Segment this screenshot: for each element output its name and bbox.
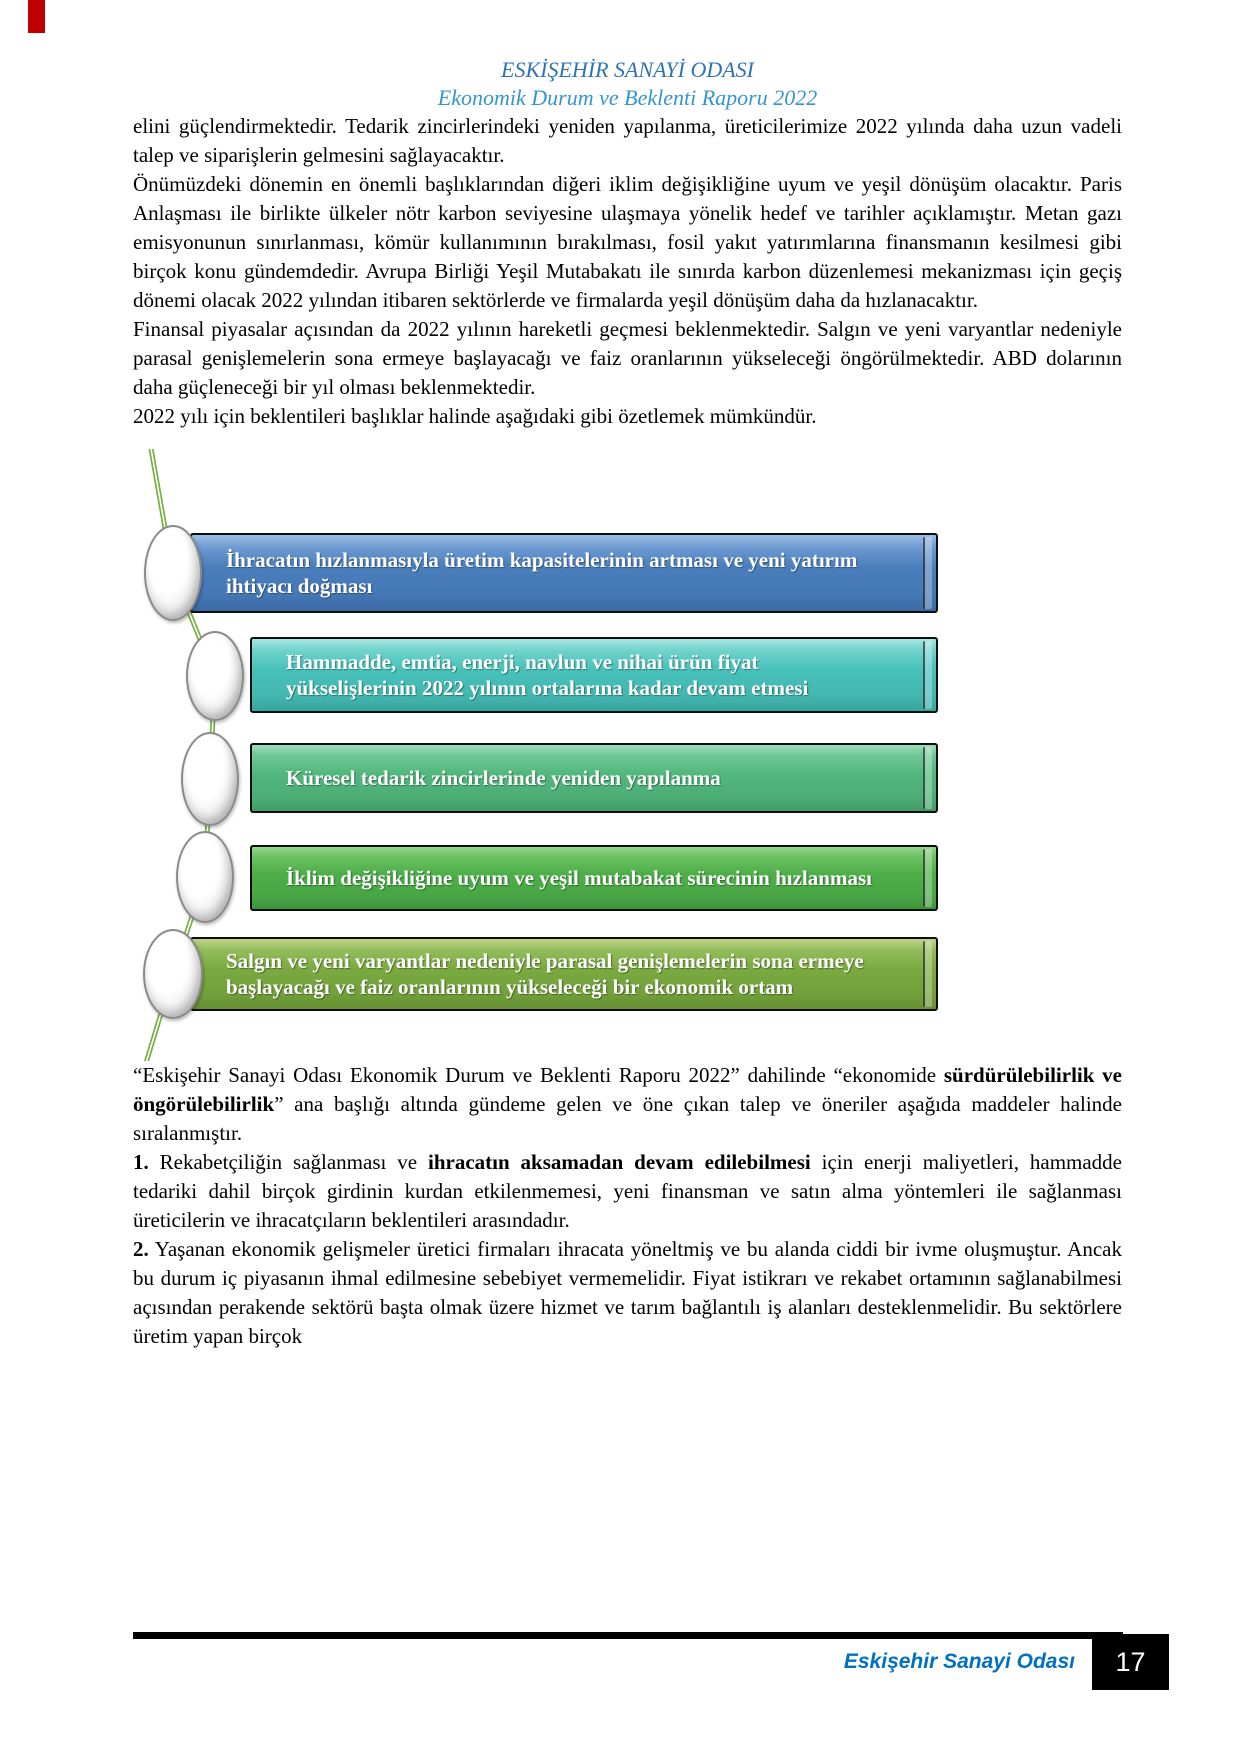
diagram-bar-climate xyxy=(250,845,938,911)
page-number-box xyxy=(1092,1634,1169,1690)
expectations-diagram xyxy=(0,449,1240,1061)
report-org-title: ESKİŞEHİR SANAYİ ODASI xyxy=(501,57,754,82)
diagram-node-circle xyxy=(181,732,239,826)
bar-end-cap xyxy=(923,641,932,709)
paragraph-4-intro: 2022 yılı için beklentileri başlıklar halinde aşağıdaki gibi özetlemek mümkündür. xyxy=(133,404,817,428)
bar-end-cap xyxy=(923,537,932,609)
paragraph-item-1: 1. Rekabetçiliğin sağlanması ve ihracatın aksamadan devam edilebilmesi için enerji maliyetleri, hammadde tedariki dahil birçok girdinin kurdan etkilenmemesi, yeni finansman ve satın alma yöntemleri ile sağlanması üreticilerin ve ihracatçıların beklentileri arasındadır. xyxy=(133,1150,1123,1232)
diagram-bar-label: Hammadde, emtia, enerji, navlun ve nihai ürün fiyat yükselişlerinin 2022 yılının ortalarına kadar devam etmesi xyxy=(286,650,809,700)
diagram-bar-label: Küresel tedarik zincirlerinde yeniden yapılanma xyxy=(286,766,721,790)
diagram-node-circle xyxy=(143,929,203,1019)
paragraph-item-2: 2. Yaşanan ekonomik gelişmeler üretici firmaları ihracata yöneltmiş ve bu alanda ciddi bir ivme oluşmuştur. Ancak bu durum iç piyasanın ihmal edilmesine sebebiyet vermemelidir. Fiyat istikrarı ve rekabet ortamının sağlanabilmesi açısından perakende sektörü başta olmak üzere hizmet ve tarım bağlantılı iş alanları desteklenmelidir. Bu sektörlere üretim yapan birçok xyxy=(133,1237,1122,1348)
diagram-node-circle xyxy=(144,525,202,621)
report-subtitle: Ekonomik Durum ve Beklenti Raporu 2022 xyxy=(437,85,818,110)
page-number: 17 xyxy=(1115,1646,1146,1677)
diagram-bar-label: İklim değişikliğine uyum ve yeşil mutabakat sürecinin hızlanması xyxy=(286,866,872,890)
paragraph-quote: “Eskişehir Sanayi Odası Ekonomik Durum ve Beklenti Raporu 2022” dahilinde “ekonomide sürdürülebilirlik ve öngörülebilirlik” ana başlığı altında gündeme gelen ve öne çıkan talep ve öneriler aşağıda maddeler halinde sıralanmıştır. xyxy=(133,1063,1122,1145)
diagram-node-circle xyxy=(186,631,244,721)
bar-end-cap xyxy=(923,747,932,809)
paragraph-2: Önümüzdeki dönemin en önemli başlıklarından diğeri iklim değişikliğine uyum ve yeşil dönüşüm olacaktır. Paris Anlaşması ile birlikte ülkeler nötr karbon seviyesine ulaşmaya yönelik hedef ve tarihler açıklamıştır. Metan gazı emisyonunun sınırlanması, kömür kullanımının bırakılması, fosil yakıt yatırımlarına finansmanın kesilmesi gibi birçok konu gündemdedir. Avrupa Birliği Yeşil Mutabakatı ile sınırda karbon düzenlemesi mekanizması için geçiş dönemi olacak 2022 yılından itibaren sektörlerde ve firmalarda yeşil dönüşüm daha da hızlanacaktır. xyxy=(133,172,1122,312)
footer-rule xyxy=(133,1632,1123,1639)
diagram-bar-label: Salgın ve yeni varyantlar nedeniyle parasal genişlemelerin sona ermeye başlayacağı ve faiz oranlarının yükseleceği bir ekonomik ortam xyxy=(226,949,864,999)
red-corner-mark xyxy=(28,0,45,33)
bar-end-cap xyxy=(923,941,932,1007)
paragraph-3: Finansal piyasalar açısından da 2022 yılının hareketli geçmesi beklenmektedir. Salgın ve yeni varyantlar nedeniyle parasal genişlemelerin sona ermeye başlayacağı ve faiz oranlarının yükseleceği öngörülmektedir. ABD dolarının daha güçleneceği bir yıl olması beklenmektedir. xyxy=(133,317,1122,399)
paragraph-1: elini güçlendirmektedir. Tedarik zincirlerindeki yeniden yapılanma, üreticilerimize 2022 yılında daha uzun vadeli talep ve siparişlerin gelmesini sağlayacaktır. xyxy=(133,114,1122,167)
diagram-bar-supply-chains xyxy=(250,743,938,813)
bar-end-cap xyxy=(923,849,932,907)
diagram-bar-exports xyxy=(190,533,938,613)
diagram-bar-label: İhracatın hızlanmasıyla üretim kapasitelerinin artması ve yeni yatırım ihtiyacı doğması xyxy=(226,548,858,598)
diagram-bar-prices xyxy=(250,637,938,713)
diagram-node-circle xyxy=(176,831,234,923)
footer-org-name: Eskişehir Sanayi Odası xyxy=(843,1650,1075,1673)
diagram-bar-monetary xyxy=(190,937,938,1011)
